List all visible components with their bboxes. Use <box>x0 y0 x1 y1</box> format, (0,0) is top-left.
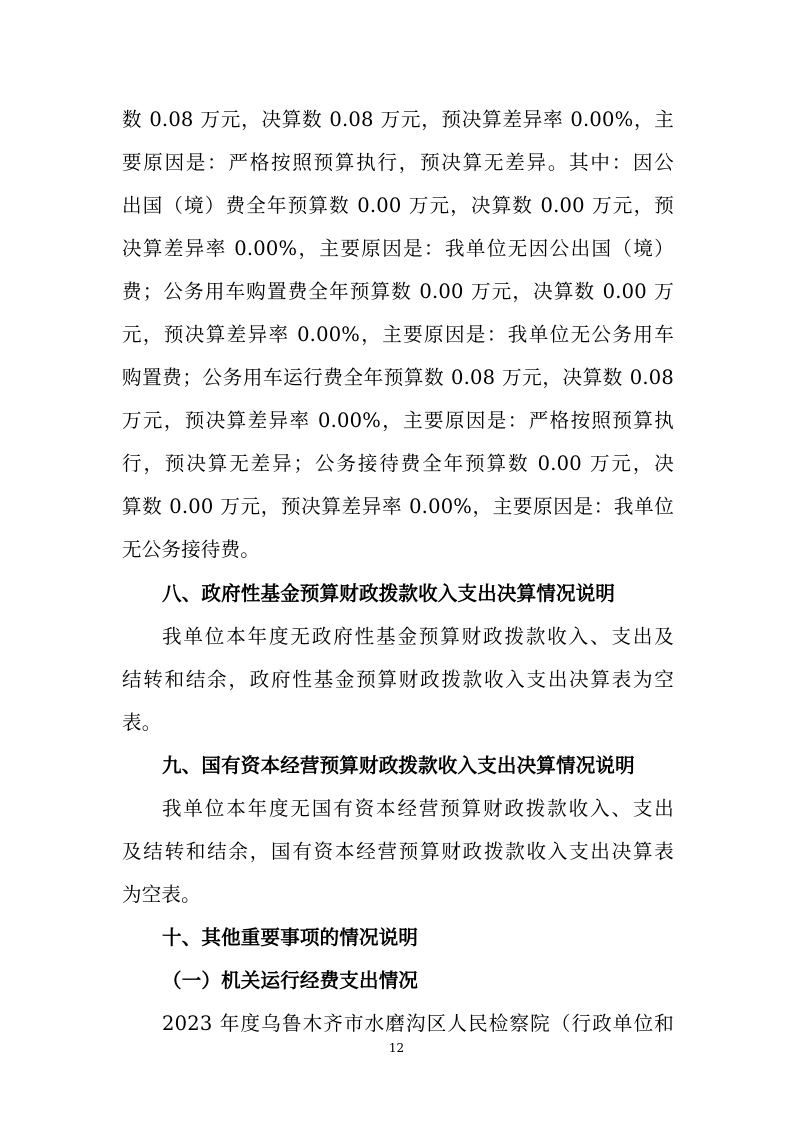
body-text-line: 2023 年度乌鲁木齐市水磨沟区人民检察院（行政单位和 <box>162 1012 674 1035</box>
body-text-line: 及结转和结余，国有资本经营预算财政拨款收入支出决算表 <box>122 840 674 863</box>
section-heading: 十、其他重要事项的情况说明 <box>162 926 419 949</box>
body-text-line: 无公务接待费。 <box>122 538 260 561</box>
body-text-line: 为空表。 <box>122 883 201 906</box>
section-heading: 九、国有资本经营预算财政拨款收入支出决算情况说明 <box>162 754 635 777</box>
body-text-line: 我单位本年度无政府性基金预算财政拨款收入、支出及 <box>162 625 674 648</box>
body-text-line: 我单位本年度无国有资本经营预算财政拨款收入、支出 <box>162 797 674 820</box>
body-text-line: 决算差异率 0.00%，主要原因是：我单位无因公出国（境） <box>122 237 674 260</box>
body-text-line: 行，预决算无差异；公务接待费全年预算数 0.00 万元，决 <box>122 452 674 475</box>
body-text-line: 表。 <box>122 711 162 734</box>
page-number: 12 <box>388 1041 405 1055</box>
body-text-line: 元，预决算差异率 0.00%，主要原因是：我单位无公务用车 <box>122 323 674 346</box>
subsection-heading: （一）机关运行经费支出情况 <box>162 969 419 992</box>
body-text-line: 万元，预决算差异率 0.00%，主要原因是：严格按照预算执 <box>122 409 674 432</box>
body-text-line: 费；公务用车购置费全年预算数 0.00 万元，决算数 0.00 万 <box>122 280 674 303</box>
body-text-line: 结转和结余，政府性基金预算财政拨款收入支出决算表为空 <box>122 668 674 691</box>
body-text-line: 数 0.08 万元，决算数 0.08 万元，预决算差异率 0.00%，主 <box>122 108 674 131</box>
body-text-line: 购置费；公务用车运行费全年预算数 0.08 万元，决算数 0.08 <box>122 366 674 389</box>
section-heading: 八、政府性基金预算财政拨款收入支出决算情况说明 <box>162 582 616 605</box>
body-text-line: 算数 0.00 万元，预决算差异率 0.00%，主要原因是：我单位 <box>122 495 674 518</box>
body-text-line: 出国（境）费全年预算数 0.00 万元，决算数 0.00 万元，预 <box>122 194 674 217</box>
body-text-line: 要原因是：严格按照预算执行，预决算无差异。其中：因公 <box>122 151 674 174</box>
